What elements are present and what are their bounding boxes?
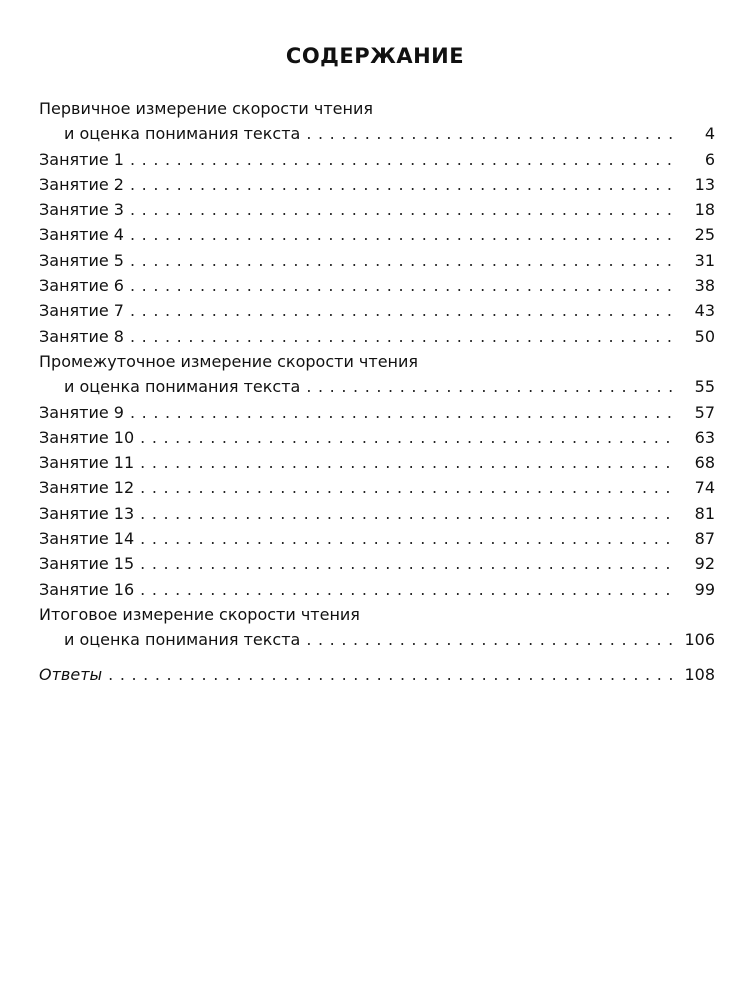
toc-entry-answers[interactable] (39, 662, 715, 687)
toc-entry-label: и оценка понимания текста (64, 124, 301, 144)
dot-leader (140, 450, 675, 475)
toc-entry-label: Занятие 12 (39, 478, 135, 498)
dot-leader (306, 121, 675, 146)
dot-leader (306, 627, 675, 652)
toc-entry[interactable] (39, 147, 715, 172)
toc-page-number: 38 (694, 276, 715, 296)
toc-entry-label: Ответы (39, 664, 103, 684)
toc-entry-label: Занятие 4 (39, 225, 124, 245)
toc-entry[interactable] (39, 298, 715, 323)
toc-entry-label: и оценка понимания текста (64, 630, 301, 650)
toc-entry[interactable] (39, 197, 715, 222)
toc-entry[interactable] (39, 374, 715, 399)
toc-entry-heading-text: Промежуточное измерение скорости чтения (39, 351, 419, 371)
toc-entry-label: Занятие 6 (39, 276, 124, 296)
toc-entry[interactable] (39, 400, 715, 425)
dot-leader (140, 551, 675, 576)
toc-entry-heading (39, 96, 715, 121)
dot-leader (130, 197, 675, 222)
toc-page-number: 92 (694, 554, 715, 574)
toc-entry[interactable] (39, 501, 715, 526)
toc-entry-label: Занятие 16 (39, 579, 135, 599)
toc-page-number: 74 (694, 478, 715, 498)
toc-entry[interactable] (39, 526, 715, 551)
toc-entry[interactable] (39, 172, 715, 197)
dot-leader (130, 172, 675, 197)
toc-entry[interactable] (39, 222, 715, 247)
page-title: СОДЕРЖАНИЕ (285, 44, 465, 68)
toc-entry[interactable] (39, 450, 715, 475)
dot-leader (130, 222, 675, 247)
toc-entry-heading-text: Первичное измерение скорости чтения (39, 99, 373, 118)
toc-entry[interactable] (39, 425, 715, 450)
toc-page-number: 68 (694, 453, 715, 473)
dot-leader (140, 526, 675, 551)
toc-entry-label: Занятие 13 (39, 503, 135, 523)
dot-leader (140, 475, 675, 500)
toc-entry-label: Занятие 1 (39, 149, 124, 169)
dot-leader (140, 577, 675, 602)
toc-entry[interactable] (39, 475, 715, 500)
toc-entry-label: Занятие 14 (39, 529, 135, 549)
dot-leader (130, 248, 675, 273)
toc-page-number: 81 (694, 503, 715, 523)
toc-entry-label: Занятие 2 (39, 174, 124, 194)
toc-page-number: 50 (694, 326, 715, 346)
toc-entry[interactable] (39, 627, 715, 652)
toc-page-number: 18 (694, 200, 715, 220)
toc-entry-label: Занятие 5 (39, 250, 124, 270)
dot-leader (130, 400, 675, 425)
toc-entry-heading-text: Итоговое измерение скорости чтения (39, 604, 360, 624)
toc-entry[interactable] (39, 577, 715, 602)
toc-page-number: 31 (694, 250, 715, 270)
toc-entry-label: Занятие 11 (39, 453, 135, 473)
toc-entry-label: и оценка понимания текста (64, 377, 301, 397)
dot-leader (140, 501, 675, 526)
toc-page-number: 99 (694, 579, 715, 599)
toc-entry-label: Занятие 10 (39, 427, 135, 447)
toc-page-number: 57 (694, 402, 715, 422)
toc-page-number: 63 (694, 427, 715, 447)
dot-leader (130, 324, 675, 349)
toc-page-number: 106 (684, 630, 715, 650)
toc-entry[interactable] (39, 248, 715, 273)
dot-leader (108, 662, 675, 687)
toc-entry-label: Занятие 7 (39, 301, 124, 321)
toc-entry-label: Занятие 9 (39, 402, 124, 422)
table-of-contents (39, 96, 715, 687)
toc-page-number: 87 (694, 529, 715, 549)
toc-entry-heading (39, 349, 715, 374)
toc-entry[interactable] (39, 551, 715, 576)
dot-leader (130, 273, 675, 298)
dot-leader (130, 147, 675, 172)
toc-entry-heading (39, 602, 715, 627)
toc-page-number: 4 (704, 124, 715, 144)
toc-entry[interactable] (39, 273, 715, 298)
toc-page-number: 6 (704, 149, 715, 169)
dot-leader (306, 374, 675, 399)
toc-page-number: 108 (684, 664, 715, 684)
dot-leader (140, 425, 675, 450)
toc-entry-label: Занятие 15 (39, 554, 135, 574)
toc-entry-label: Занятие 8 (39, 326, 124, 346)
dot-leader (130, 298, 675, 323)
toc-page-number: 13 (694, 174, 715, 194)
toc-page-number: 55 (694, 377, 715, 397)
toc-page-number: 25 (694, 225, 715, 245)
toc-page-number: 43 (694, 301, 715, 321)
toc-entry[interactable] (39, 324, 715, 349)
toc-entry[interactable] (39, 121, 715, 146)
toc-entry-label: Занятие 3 (39, 200, 124, 220)
